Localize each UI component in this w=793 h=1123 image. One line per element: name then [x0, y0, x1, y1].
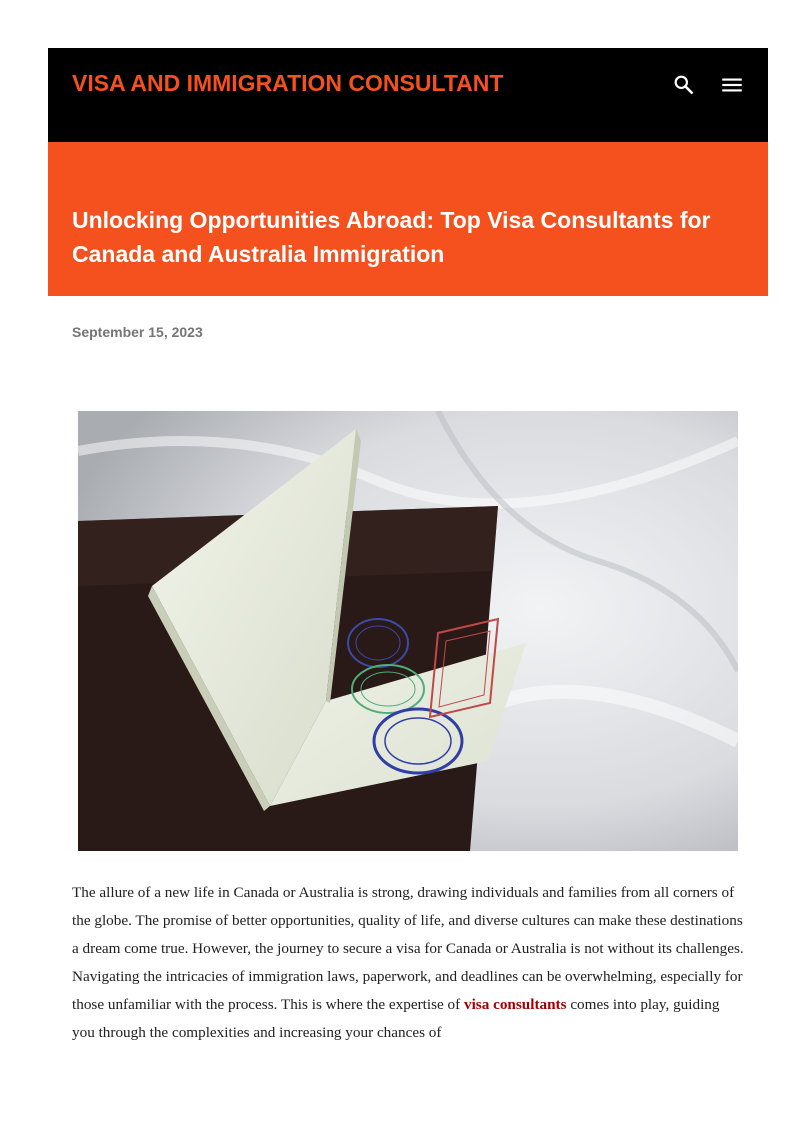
post-date[interactable]: September 15, 2023 — [72, 324, 203, 340]
post-body-text-continued: comes into play, guiding you through the complexities and increasing your chances of — [72, 996, 720, 1041]
post-body-paragraph — [72, 879, 744, 1047]
visa-consultants-link[interactable]: visa consultants — [463, 996, 567, 1013]
post-title-band — [48, 142, 768, 296]
post-image[interactable] — [78, 411, 738, 851]
post-body-text: The allure of a new life in Canada or Australia is strong, drawing individuals and families from all corners of the globe. The promise of better opportunities, quality of life, and diverse cultures can make these destinations a dream come true. However, the journey to secure a visa for Canada or Australia is not without its challenges. Navigating the intricacies of immigration laws, paperwork, and deadlines can be overwhelming, especially for those unfamiliar with the process. This is where the expertise of — [72, 884, 744, 1013]
hamburger-menu-icon[interactable] — [719, 72, 745, 98]
search-icon[interactable] — [671, 72, 697, 98]
post-title[interactable]: Unlocking Opportunities Abroad: Top Visa Consultants for Canada and Australia Immigration — [72, 207, 711, 267]
site-header — [48, 48, 768, 142]
site-title-link[interactable]: VISA AND IMMIGRATION CONSULTANT — [72, 70, 504, 96]
